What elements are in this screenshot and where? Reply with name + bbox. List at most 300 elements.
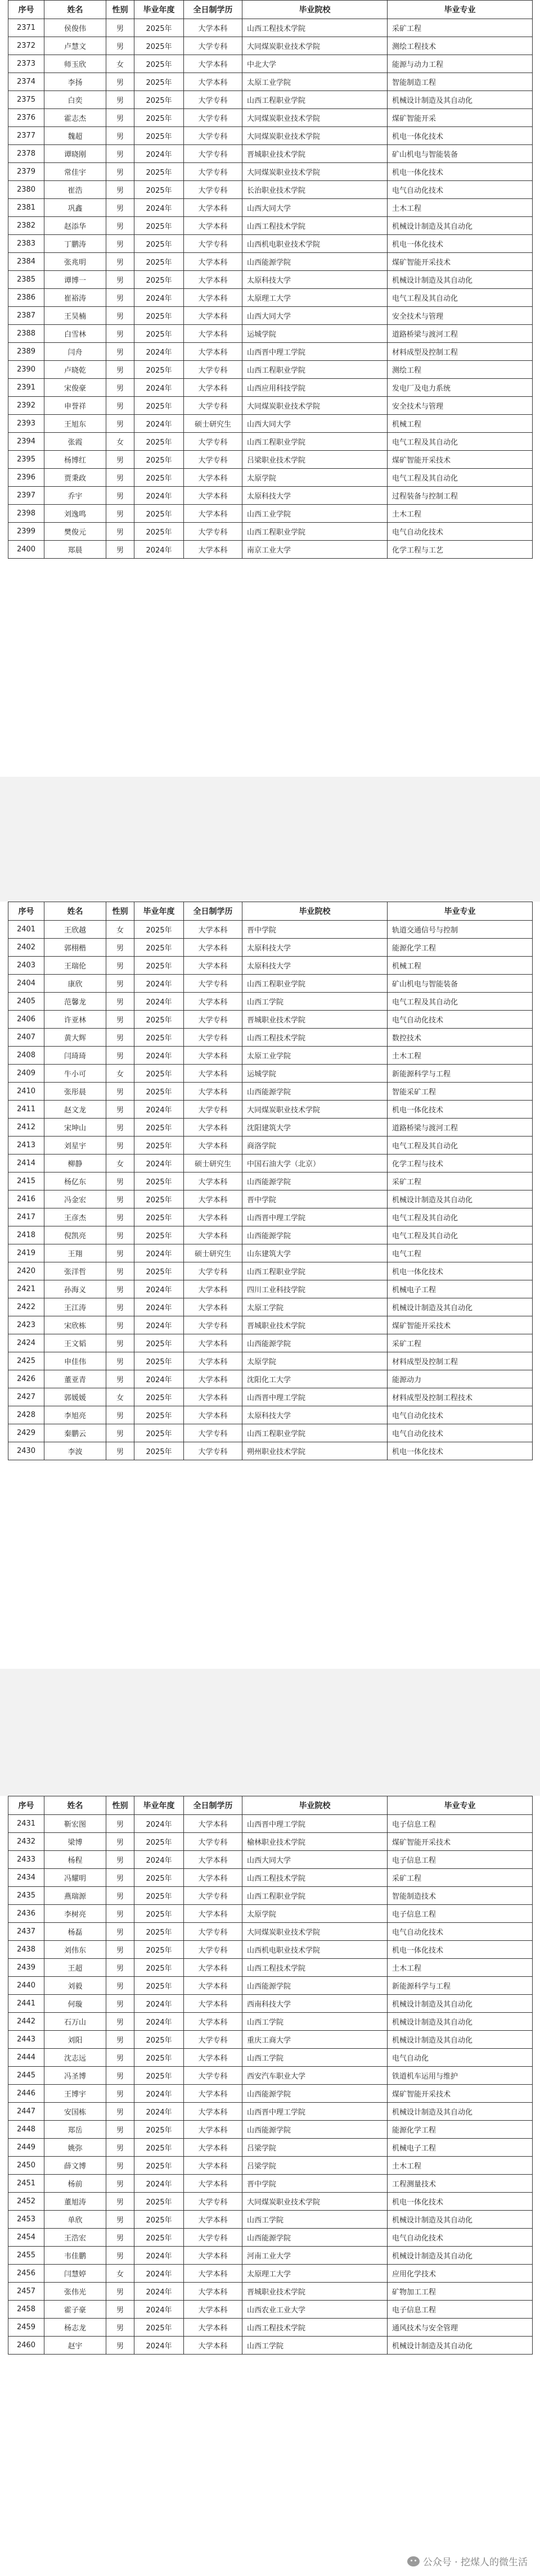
major-cell: 采矿工程 bbox=[388, 19, 533, 37]
gender-cell: 男 bbox=[106, 2193, 134, 2211]
graduation-year-cell: 2024年 bbox=[134, 2337, 184, 2355]
name-cell: 杨亿东 bbox=[44, 1172, 106, 1190]
table-row bbox=[8, 55, 533, 73]
education-cell: 大学本科 bbox=[184, 1298, 242, 1316]
serial-number-cell: 2389 bbox=[8, 343, 44, 361]
graduation-year-cell: 2025年 bbox=[134, 451, 184, 469]
graduation-year-cell: 2025年 bbox=[134, 1137, 184, 1155]
serial-number-cell: 2386 bbox=[8, 289, 44, 307]
education-cell: 大学本科 bbox=[184, 2265, 242, 2283]
major-cell: 新能源科学与工程 bbox=[388, 1065, 533, 1083]
school-cell: 山西晋中理工学院 bbox=[242, 2103, 388, 2121]
graduate-table-3 bbox=[8, 1796, 533, 2355]
name-cell: 张霞 bbox=[44, 433, 106, 451]
gender-cell: 男 bbox=[106, 2049, 134, 2067]
name-cell: 薛文博 bbox=[44, 2157, 106, 2175]
name-cell: 闫慧婷 bbox=[44, 2265, 106, 2283]
graduation-year-cell: 2025年 bbox=[134, 163, 184, 181]
gender-cell: 男 bbox=[106, 957, 134, 975]
school-cell: 山西大同大学 bbox=[242, 307, 388, 325]
major-cell: 机电一体化技术 bbox=[388, 1262, 533, 1280]
graduation-year-cell: 2025年 bbox=[134, 325, 184, 343]
education-cell: 大学专科 bbox=[184, 2031, 242, 2049]
serial-number-cell: 2396 bbox=[8, 469, 44, 487]
major-cell: 安全技术与管理 bbox=[388, 307, 533, 325]
gender-cell: 男 bbox=[106, 253, 134, 271]
education-cell: 大学本科 bbox=[184, 2103, 242, 2121]
name-cell: 李树亮 bbox=[44, 1905, 106, 1923]
school-cell: 西南科技大学 bbox=[242, 1995, 388, 2013]
name-cell: 王昊楠 bbox=[44, 307, 106, 325]
table-row bbox=[8, 2067, 533, 2085]
major-cell: 轨道交通信号与控制 bbox=[388, 921, 533, 939]
school-cell: 长治职业技术学院 bbox=[242, 181, 388, 199]
major-cell: 材料成型及控制工程 bbox=[388, 1352, 533, 1370]
serial-number-cell: 2391 bbox=[8, 379, 44, 397]
gender-cell: 女 bbox=[106, 2265, 134, 2283]
name-cell: 谭晓刚 bbox=[44, 145, 106, 163]
name-cell: 宋欣栋 bbox=[44, 1316, 106, 1334]
major-cell: 机电一体化技术 bbox=[388, 163, 533, 181]
table-row bbox=[8, 1047, 533, 1065]
name-cell: 郭栩楷 bbox=[44, 939, 106, 957]
education-cell: 大学专科 bbox=[184, 1424, 242, 1442]
table-row bbox=[8, 2085, 533, 2103]
education-cell: 大学专科 bbox=[184, 433, 242, 451]
serial-number-cell: 2452 bbox=[8, 2193, 44, 2211]
table-row bbox=[8, 2013, 533, 2031]
gender-cell: 男 bbox=[106, 1029, 134, 1047]
serial-number-cell: 2390 bbox=[8, 361, 44, 379]
table-row bbox=[8, 469, 533, 487]
education-cell: 大学专科 bbox=[184, 2067, 242, 2085]
graduation-year-cell: 2025年 bbox=[134, 957, 184, 975]
graduation-year-cell: 2024年 bbox=[134, 541, 184, 559]
name-cell: 李旭亮 bbox=[44, 1406, 106, 1424]
school-cell: 晋中学院 bbox=[242, 1190, 388, 1208]
gender-cell: 男 bbox=[106, 2337, 134, 2355]
major-cell: 能源化学工程 bbox=[388, 939, 533, 957]
column-header-name: 姓名 bbox=[44, 1796, 106, 1815]
serial-number-cell: 2431 bbox=[8, 1815, 44, 1833]
education-cell: 大学本科 bbox=[184, 253, 242, 271]
gender-cell: 女 bbox=[106, 921, 134, 939]
graduation-year-cell: 2025年 bbox=[134, 921, 184, 939]
graduation-year-cell: 2025年 bbox=[134, 127, 184, 145]
serial-number-cell: 2417 bbox=[8, 1208, 44, 1226]
table-row bbox=[8, 1244, 533, 1262]
major-cell: 煤矿智能开采技术 bbox=[388, 1316, 533, 1334]
graduation-year-cell: 2025年 bbox=[134, 939, 184, 957]
table-row bbox=[8, 181, 533, 199]
school-cell: 山西晋中理工学院 bbox=[242, 1388, 388, 1406]
serial-number-cell: 2412 bbox=[8, 1119, 44, 1137]
school-cell: 大同煤炭职业技术学院 bbox=[242, 1101, 388, 1119]
gender-cell: 男 bbox=[106, 2319, 134, 2337]
graduation-year-cell: 2024年 bbox=[134, 1995, 184, 2013]
serial-number-cell: 2434 bbox=[8, 1869, 44, 1887]
major-cell: 能源化学工程 bbox=[388, 2121, 533, 2139]
serial-number-cell: 2381 bbox=[8, 199, 44, 217]
gender-cell: 男 bbox=[106, 1119, 134, 1137]
school-cell: 大同煤炭职业技术学院 bbox=[242, 109, 388, 127]
serial-number-cell: 2409 bbox=[8, 1065, 44, 1083]
school-cell: 山西工程职业学院 bbox=[242, 975, 388, 993]
column-header-school: 毕业院校 bbox=[242, 902, 388, 921]
major-cell: 煤矿智能开采技术 bbox=[388, 2085, 533, 2103]
graduation-year-cell: 2025年 bbox=[134, 2157, 184, 2175]
gender-cell: 男 bbox=[106, 487, 134, 505]
major-cell: 煤矿智能开采技术 bbox=[388, 1833, 533, 1851]
education-cell: 大学本科 bbox=[184, 921, 242, 939]
education-cell: 硕士研究生 bbox=[184, 415, 242, 433]
column-header-graduation-year: 毕业年度 bbox=[134, 1796, 184, 1815]
gender-cell: 男 bbox=[106, 415, 134, 433]
name-cell: 范馨龙 bbox=[44, 993, 106, 1011]
gender-cell: 男 bbox=[106, 2175, 134, 2193]
school-cell: 山西工学院 bbox=[242, 2049, 388, 2067]
gender-cell: 男 bbox=[106, 199, 134, 217]
name-cell: 杨前 bbox=[44, 2175, 106, 2193]
table-row bbox=[8, 433, 533, 451]
graduation-year-cell: 2024年 bbox=[134, 145, 184, 163]
serial-number-cell: 2444 bbox=[8, 2049, 44, 2067]
graduation-year-cell: 2025年 bbox=[134, 1334, 184, 1352]
gender-cell: 男 bbox=[106, 975, 134, 993]
serial-number-cell: 2453 bbox=[8, 2211, 44, 2229]
table-row bbox=[8, 1101, 533, 1119]
serial-number-cell: 2408 bbox=[8, 1047, 44, 1065]
major-cell: 电子信息工程 bbox=[388, 1851, 533, 1869]
table-row bbox=[8, 1119, 533, 1137]
education-cell: 大学本科 bbox=[184, 993, 242, 1011]
name-cell: 张彤晨 bbox=[44, 1083, 106, 1101]
serial-number-cell: 2429 bbox=[8, 1424, 44, 1442]
major-cell: 应用化学技术 bbox=[388, 2265, 533, 2283]
name-cell: 石万山 bbox=[44, 2013, 106, 2031]
name-cell: 董旭涛 bbox=[44, 2193, 106, 2211]
serial-number-cell: 2380 bbox=[8, 181, 44, 199]
name-cell: 郑晨 bbox=[44, 541, 106, 559]
graduation-year-cell: 2025年 bbox=[134, 1442, 184, 1460]
name-cell: 沈志远 bbox=[44, 2049, 106, 2067]
name-cell: 刘阳 bbox=[44, 2031, 106, 2049]
serial-number-cell: 2401 bbox=[8, 921, 44, 939]
major-cell: 土木工程 bbox=[388, 199, 533, 217]
table-row bbox=[8, 523, 533, 541]
table-row bbox=[8, 145, 533, 163]
school-cell: 太原学院 bbox=[242, 1352, 388, 1370]
education-cell: 大学本科 bbox=[184, 2121, 242, 2139]
name-cell: 张洋哲 bbox=[44, 1262, 106, 1280]
school-cell: 山西大同大学 bbox=[242, 199, 388, 217]
name-cell: 秦鹏云 bbox=[44, 1424, 106, 1442]
serial-number-cell: 2406 bbox=[8, 1011, 44, 1029]
education-cell: 大学专科 bbox=[184, 127, 242, 145]
name-cell: 赵添华 bbox=[44, 217, 106, 235]
serial-number-cell: 2446 bbox=[8, 2085, 44, 2103]
education-cell: 大学专科 bbox=[184, 1262, 242, 1280]
major-cell: 机械工程 bbox=[388, 415, 533, 433]
gender-cell: 男 bbox=[106, 1851, 134, 1869]
table-row bbox=[8, 1977, 533, 1995]
name-cell: 李扬 bbox=[44, 73, 106, 91]
graduation-year-cell: 2024年 bbox=[134, 487, 184, 505]
education-cell: 大学本科 bbox=[184, 2085, 242, 2103]
graduation-year-cell: 2025年 bbox=[134, 1029, 184, 1047]
graduation-year-cell: 2025年 bbox=[134, 1352, 184, 1370]
major-cell: 电气自动化技术 bbox=[388, 181, 533, 199]
serial-number-cell: 2384 bbox=[8, 253, 44, 271]
serial-number-cell: 2439 bbox=[8, 1959, 44, 1977]
graduation-year-cell: 2025年 bbox=[134, 2067, 184, 2085]
table-row bbox=[8, 1334, 533, 1352]
major-cell: 土木工程 bbox=[388, 1959, 533, 1977]
column-header-name: 姓名 bbox=[44, 902, 106, 921]
table-row bbox=[8, 109, 533, 127]
name-cell: 丁鹏涛 bbox=[44, 235, 106, 253]
name-cell: 杨程 bbox=[44, 1851, 106, 1869]
graduation-year-cell: 2024年 bbox=[134, 1815, 184, 1833]
table-row bbox=[8, 1941, 533, 1959]
table-row bbox=[8, 1011, 533, 1029]
table-row bbox=[8, 343, 533, 361]
education-cell: 大学本科 bbox=[184, 939, 242, 957]
graduation-year-cell: 2025年 bbox=[134, 2319, 184, 2337]
major-cell: 电气工程及其自动化 bbox=[388, 1208, 533, 1226]
education-cell: 大学本科 bbox=[184, 957, 242, 975]
gender-cell: 男 bbox=[106, 1923, 134, 1941]
education-cell: 大学本科 bbox=[184, 1226, 242, 1244]
graduation-year-cell: 2025年 bbox=[134, 1406, 184, 1424]
school-cell: 山西工程职业学院 bbox=[242, 1887, 388, 1905]
name-cell: 卢慧文 bbox=[44, 37, 106, 55]
graduation-year-cell: 2025年 bbox=[134, 1959, 184, 1977]
name-cell: 贾秉政 bbox=[44, 469, 106, 487]
school-cell: 太原学院 bbox=[242, 1905, 388, 1923]
major-cell: 土木工程 bbox=[388, 1047, 533, 1065]
major-cell: 煤矿智能开采 bbox=[388, 109, 533, 127]
education-cell: 大学本科 bbox=[184, 1280, 242, 1298]
school-cell: 太原理工大学 bbox=[242, 2265, 388, 2283]
education-cell: 大学专科 bbox=[184, 361, 242, 379]
gender-cell: 女 bbox=[106, 1155, 134, 1172]
gender-cell: 男 bbox=[106, 2121, 134, 2139]
name-cell: 王彦杰 bbox=[44, 1208, 106, 1226]
gender-cell: 男 bbox=[106, 19, 134, 37]
education-cell: 大学本科 bbox=[184, 1905, 242, 1923]
serial-number-cell: 2426 bbox=[8, 1370, 44, 1388]
name-cell: 赵宇 bbox=[44, 2337, 106, 2355]
school-cell: 山东建筑大学 bbox=[242, 1244, 388, 1262]
watermark bbox=[407, 2554, 528, 2568]
serial-number-cell: 2403 bbox=[8, 957, 44, 975]
major-cell: 采矿工程 bbox=[388, 1172, 533, 1190]
gender-cell: 男 bbox=[106, 1815, 134, 1833]
education-cell: 大学本科 bbox=[184, 1406, 242, 1424]
name-cell: 何璇 bbox=[44, 1995, 106, 2013]
serial-number-cell: 2387 bbox=[8, 307, 44, 325]
major-cell: 矿物加工工程 bbox=[388, 2283, 533, 2301]
education-cell: 大学专科 bbox=[184, 145, 242, 163]
major-cell: 道路桥梁与渡河工程 bbox=[388, 1119, 533, 1137]
major-cell: 电子信息工程 bbox=[388, 1905, 533, 1923]
graduation-year-cell: 2024年 bbox=[134, 1298, 184, 1316]
education-cell: 大学专科 bbox=[184, 1923, 242, 1941]
gender-cell: 男 bbox=[106, 163, 134, 181]
gender-cell: 男 bbox=[106, 127, 134, 145]
graduation-year-cell: 2025年 bbox=[134, 73, 184, 91]
table-row bbox=[8, 307, 533, 325]
table-row bbox=[8, 91, 533, 109]
gender-cell: 男 bbox=[106, 523, 134, 541]
gender-cell: 男 bbox=[106, 1208, 134, 1226]
column-header-major: 毕业专业 bbox=[388, 1796, 533, 1815]
table-row bbox=[8, 2175, 533, 2193]
serial-number-cell: 2411 bbox=[8, 1101, 44, 1119]
major-cell: 新能源科学与工程 bbox=[388, 1977, 533, 1995]
graduation-year-cell: 2025年 bbox=[134, 1065, 184, 1083]
major-cell: 机电一体化技术 bbox=[388, 235, 533, 253]
gender-cell: 男 bbox=[106, 1047, 134, 1065]
name-cell: 闫琦琦 bbox=[44, 1047, 106, 1065]
school-cell: 山西工学院 bbox=[242, 993, 388, 1011]
gender-cell: 男 bbox=[106, 1101, 134, 1119]
header-row bbox=[8, 1796, 533, 1815]
major-cell: 数控技术 bbox=[388, 1029, 533, 1047]
table-row bbox=[8, 957, 533, 975]
name-cell: 卢晓乾 bbox=[44, 361, 106, 379]
major-cell: 机械设计制造及其自动化 bbox=[388, 217, 533, 235]
education-cell: 大学专科 bbox=[184, 1442, 242, 1460]
school-cell: 运城学院 bbox=[242, 1065, 388, 1083]
serial-number-cell: 2419 bbox=[8, 1244, 44, 1262]
name-cell: 崔浩 bbox=[44, 181, 106, 199]
serial-number-cell: 2416 bbox=[8, 1190, 44, 1208]
serial-number-cell: 2451 bbox=[8, 2175, 44, 2193]
major-cell: 铁道机车运用与维护 bbox=[388, 2067, 533, 2085]
graduation-year-cell: 2025年 bbox=[134, 235, 184, 253]
serial-number-cell: 2377 bbox=[8, 127, 44, 145]
name-cell: 谭博一 bbox=[44, 271, 106, 289]
graduation-year-cell: 2024年 bbox=[134, 199, 184, 217]
column-header-gender: 性别 bbox=[106, 1796, 134, 1815]
name-cell: 张伟光 bbox=[44, 2283, 106, 2301]
school-cell: 四川工业科技学院 bbox=[242, 1280, 388, 1298]
table-row bbox=[8, 1298, 533, 1316]
school-cell: 山西能源学院 bbox=[242, 1334, 388, 1352]
major-cell: 材料成型及控制工程 bbox=[388, 343, 533, 361]
education-cell: 大学本科 bbox=[184, 1208, 242, 1226]
graduation-year-cell: 2025年 bbox=[134, 469, 184, 487]
gender-cell: 男 bbox=[106, 1995, 134, 2013]
major-cell: 电子信息工程 bbox=[388, 2301, 533, 2319]
graduation-year-cell: 2024年 bbox=[134, 2103, 184, 2121]
graduation-year-cell: 2025年 bbox=[134, 271, 184, 289]
gender-cell: 男 bbox=[106, 541, 134, 559]
watermark-text: 公众号 · 挖煤人的微生活 bbox=[422, 2557, 528, 2568]
serial-number-cell: 2378 bbox=[8, 145, 44, 163]
graduation-year-cell: 2025年 bbox=[134, 2049, 184, 2067]
column-header-education: 全日制学历 bbox=[184, 902, 242, 921]
table-sheet-1 bbox=[0, 0, 540, 777]
name-cell: 白奕 bbox=[44, 91, 106, 109]
column-header-major: 毕业专业 bbox=[388, 902, 533, 921]
graduation-year-cell: 2025年 bbox=[134, 505, 184, 523]
serial-number-cell: 2433 bbox=[8, 1851, 44, 1869]
column-header-serial-number: 序号 bbox=[8, 1796, 44, 1815]
table-row bbox=[8, 1029, 533, 1047]
major-cell: 煤矿智能开采技术 bbox=[388, 253, 533, 271]
name-cell: 王欣越 bbox=[44, 921, 106, 939]
education-cell: 大学本科 bbox=[184, 1334, 242, 1352]
graduation-year-cell: 2025年 bbox=[134, 1190, 184, 1208]
school-cell: 山西农业工业大学 bbox=[242, 2301, 388, 2319]
gender-cell: 男 bbox=[106, 505, 134, 523]
name-cell: 申誉祥 bbox=[44, 397, 106, 415]
major-cell: 矿山机电与智能装备 bbox=[388, 145, 533, 163]
table-row bbox=[8, 451, 533, 469]
school-cell: 山西工程技术学院 bbox=[242, 19, 388, 37]
serial-number-cell: 2437 bbox=[8, 1923, 44, 1941]
table-row bbox=[8, 921, 533, 939]
education-cell: 大学本科 bbox=[184, 487, 242, 505]
graduation-year-cell: 2025年 bbox=[134, 1887, 184, 1905]
gender-cell: 男 bbox=[106, 1977, 134, 1995]
table-row bbox=[8, 975, 533, 993]
table-row bbox=[8, 2247, 533, 2265]
major-cell: 机械设计制造及其自动化 bbox=[388, 91, 533, 109]
graduation-year-cell: 2025年 bbox=[134, 1388, 184, 1406]
major-cell: 机械设计制造及其自动化 bbox=[388, 2211, 533, 2229]
column-header-graduation-year: 毕业年度 bbox=[134, 1, 184, 19]
graduation-year-cell: 2024年 bbox=[134, 1370, 184, 1388]
name-cell: 乔宇 bbox=[44, 487, 106, 505]
education-cell: 硕士研究生 bbox=[184, 1244, 242, 1262]
school-cell: 山西工程职业学院 bbox=[242, 433, 388, 451]
table-row bbox=[8, 1262, 533, 1280]
gender-cell: 男 bbox=[106, 109, 134, 127]
gender-cell: 男 bbox=[106, 37, 134, 55]
school-cell: 西安汽车职业大学 bbox=[242, 2067, 388, 2085]
gender-cell: 男 bbox=[106, 2283, 134, 2301]
school-cell: 山西应用科技学院 bbox=[242, 379, 388, 397]
serial-number-cell: 2449 bbox=[8, 2139, 44, 2157]
school-cell: 山西能源学院 bbox=[242, 1172, 388, 1190]
name-cell: 巩鑫 bbox=[44, 199, 106, 217]
table-row bbox=[8, 2049, 533, 2067]
graduation-year-cell: 2024年 bbox=[134, 2301, 184, 2319]
gender-cell: 女 bbox=[106, 1065, 134, 1083]
name-cell: 崔裕涛 bbox=[44, 289, 106, 307]
gender-cell: 男 bbox=[106, 1442, 134, 1460]
graduation-year-cell: 2024年 bbox=[134, 1851, 184, 1869]
name-cell: 黄大辉 bbox=[44, 1029, 106, 1047]
education-cell: 大学本科 bbox=[184, 1388, 242, 1406]
table-row bbox=[8, 1155, 533, 1172]
gender-cell: 男 bbox=[106, 307, 134, 325]
school-cell: 山西工程技术学院 bbox=[242, 2319, 388, 2337]
table-row bbox=[8, 271, 533, 289]
gender-cell: 男 bbox=[106, 1011, 134, 1029]
serial-number-cell: 2385 bbox=[8, 271, 44, 289]
school-cell: 山西能源学院 bbox=[242, 253, 388, 271]
education-cell: 大学本科 bbox=[184, 2337, 242, 2355]
gender-cell: 男 bbox=[106, 2211, 134, 2229]
name-cell: 冯圣博 bbox=[44, 2067, 106, 2085]
major-cell: 机械设计制造及其自动化 bbox=[388, 1298, 533, 1316]
school-cell: 大同煤炭职业技术学院 bbox=[242, 37, 388, 55]
